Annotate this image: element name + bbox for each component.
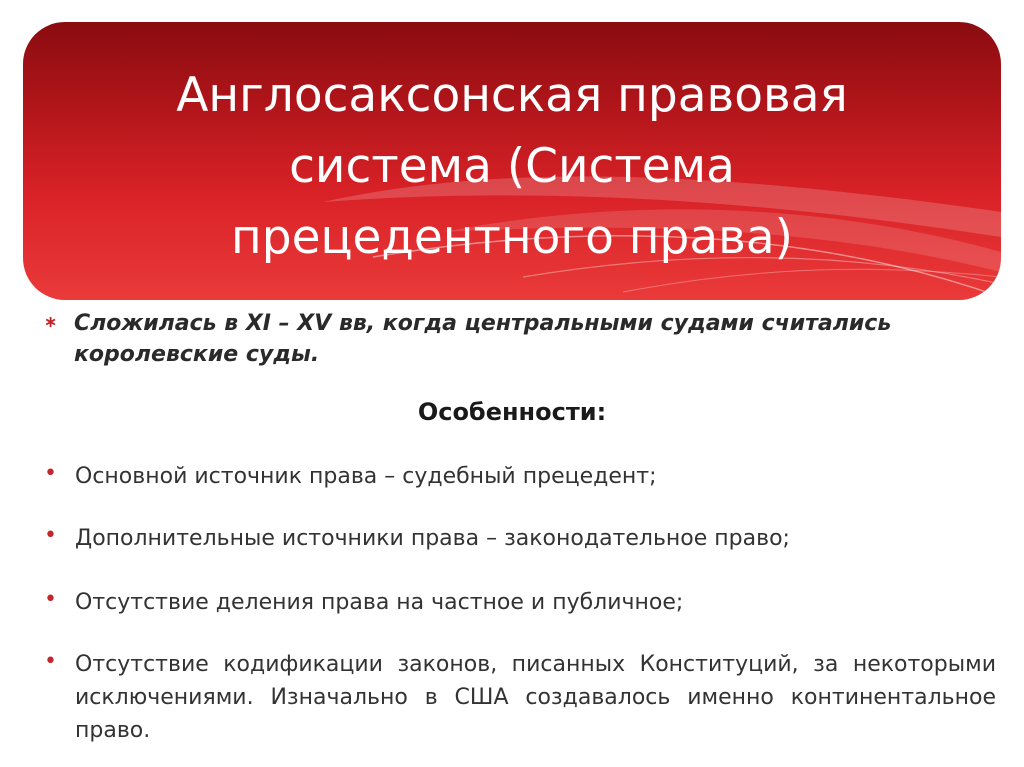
bullet-dot-icon: •: [44, 461, 57, 486]
feature-text: Основной источник права – судебный прецедент;: [75, 464, 657, 489]
list-item: [44, 586, 996, 619]
bullet-dot-icon: •: [44, 649, 57, 674]
features-heading: Особенности:: [417, 398, 607, 426]
asterisk-bullet-icon: ∗: [44, 312, 58, 331]
title-banner: [23, 22, 1001, 300]
intro-paragraph: [44, 308, 944, 370]
feature-text: Отсутствие кодификации законов, писанных Конституций, за некоторыми исключениями. Изначально в США создавалось именно континентальное право.: [75, 652, 996, 743]
bullet-dot-icon: •: [44, 587, 57, 612]
list-item: [44, 648, 996, 747]
bullet-dot-icon: •: [44, 523, 57, 548]
slide-title: Англосаксонская правовая система (Система прецедентного права): [176, 68, 848, 265]
list-item: [44, 460, 996, 493]
feature-text: Дополнительные источники права – законодательное право;: [75, 526, 790, 551]
intro-text: Сложилась в XI – XV вв, когда центральными судами считались королевские суды.: [74, 311, 892, 367]
feature-text: Отсутствие деления права на частное и публичное;: [75, 590, 684, 615]
list-item: [44, 522, 996, 555]
